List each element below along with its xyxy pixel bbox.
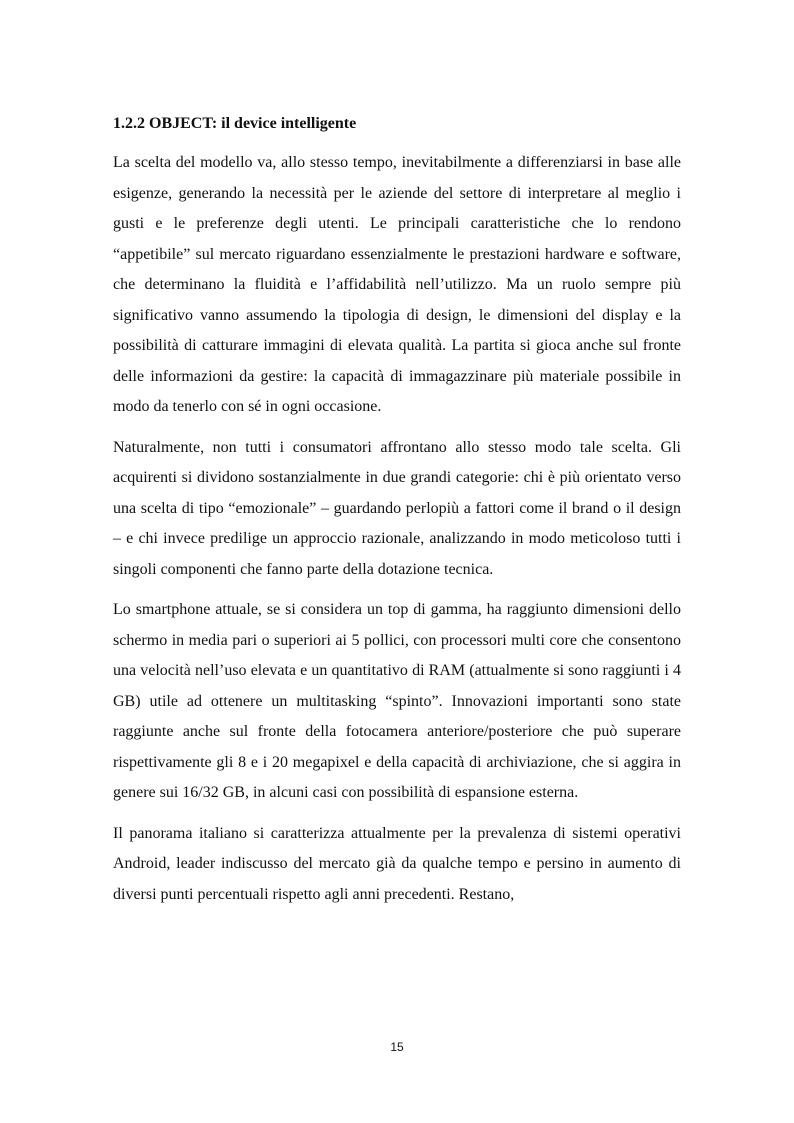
section-heading: 1.2.2 OBJECT: il device intelligente	[113, 115, 357, 132]
paragraph-smartphone-specs: Lo smartphone attuale, se si considera un top di gamma, ha raggiunto dimensioni dello schermo in media pari o superiori ai 5 pollici, con processori multi core che consentono una velocità nell’uso elevata e un quantitativo di RAM (attualmente si sono raggiunti i 4 GB) utile ad ottenere un multitasking “spinto”. Innovazioni importanti sono state raggiunte anche sul fronte della fotocamera anteriore/posteriore che può superare rispettivamente gli 8 e i 20 megapixel e della capacità di archiviazione, che si aggira in genere sui 16/32 GB, in alcuni casi con possibilità di espansione esterna.	[113, 601, 681, 801]
page-content	[113, 112, 681, 920]
page-number: 15	[390, 1040, 404, 1054]
paragraph-italian-market: Il panorama italiano si caratterizza attualmente per la prevalenza di sistemi operativi Android, leader indiscusso del mercato già da qualche tempo e persino in aumento di diversi punti percentuali rispetto agli anni precedenti. Restano,	[113, 824, 681, 903]
paragraph-device-choice: La scelta del modello va, allo stesso tempo, inevitabilmente a differenziarsi in base alle esigenze, generando la necessità per le aziende del settore di interpretare al meglio i gusti e le preferenze degli utenti. Le principali caratteristiche che lo rendono “appetibile” sul mercato riguardano essenzialmente le prestazioni hardware e software, che determinano la fluidità e l’affidabilità nell’utilizzo. Ma un ruolo sempre più significativo vanno assumendo la tipologia di design, le dimensioni del display e la possibilità di catturare immagini di elevata qualità. La partita si gioca anche sul fronte delle informazioni da gestire: la capacità di immagazzinare più materiale possibile in modo da tenerlo con sé in ogni occasione.	[113, 154, 681, 415]
paragraph-consumer-categories: Naturalmente, non tutti i consumatori affrontano allo stesso modo tale scelta. Gli acquirenti si dividono sostanzialmente in due grandi categorie: chi è più orientato verso una scelta di tipo “emozionale” – guardando perlopiù a fattori come il brand o il design – e chi invece predilige un approccio razionale, analizzando in modo meticoloso tutti i singoli componenti che fanno parte della dotazione tecnica.	[113, 438, 681, 578]
